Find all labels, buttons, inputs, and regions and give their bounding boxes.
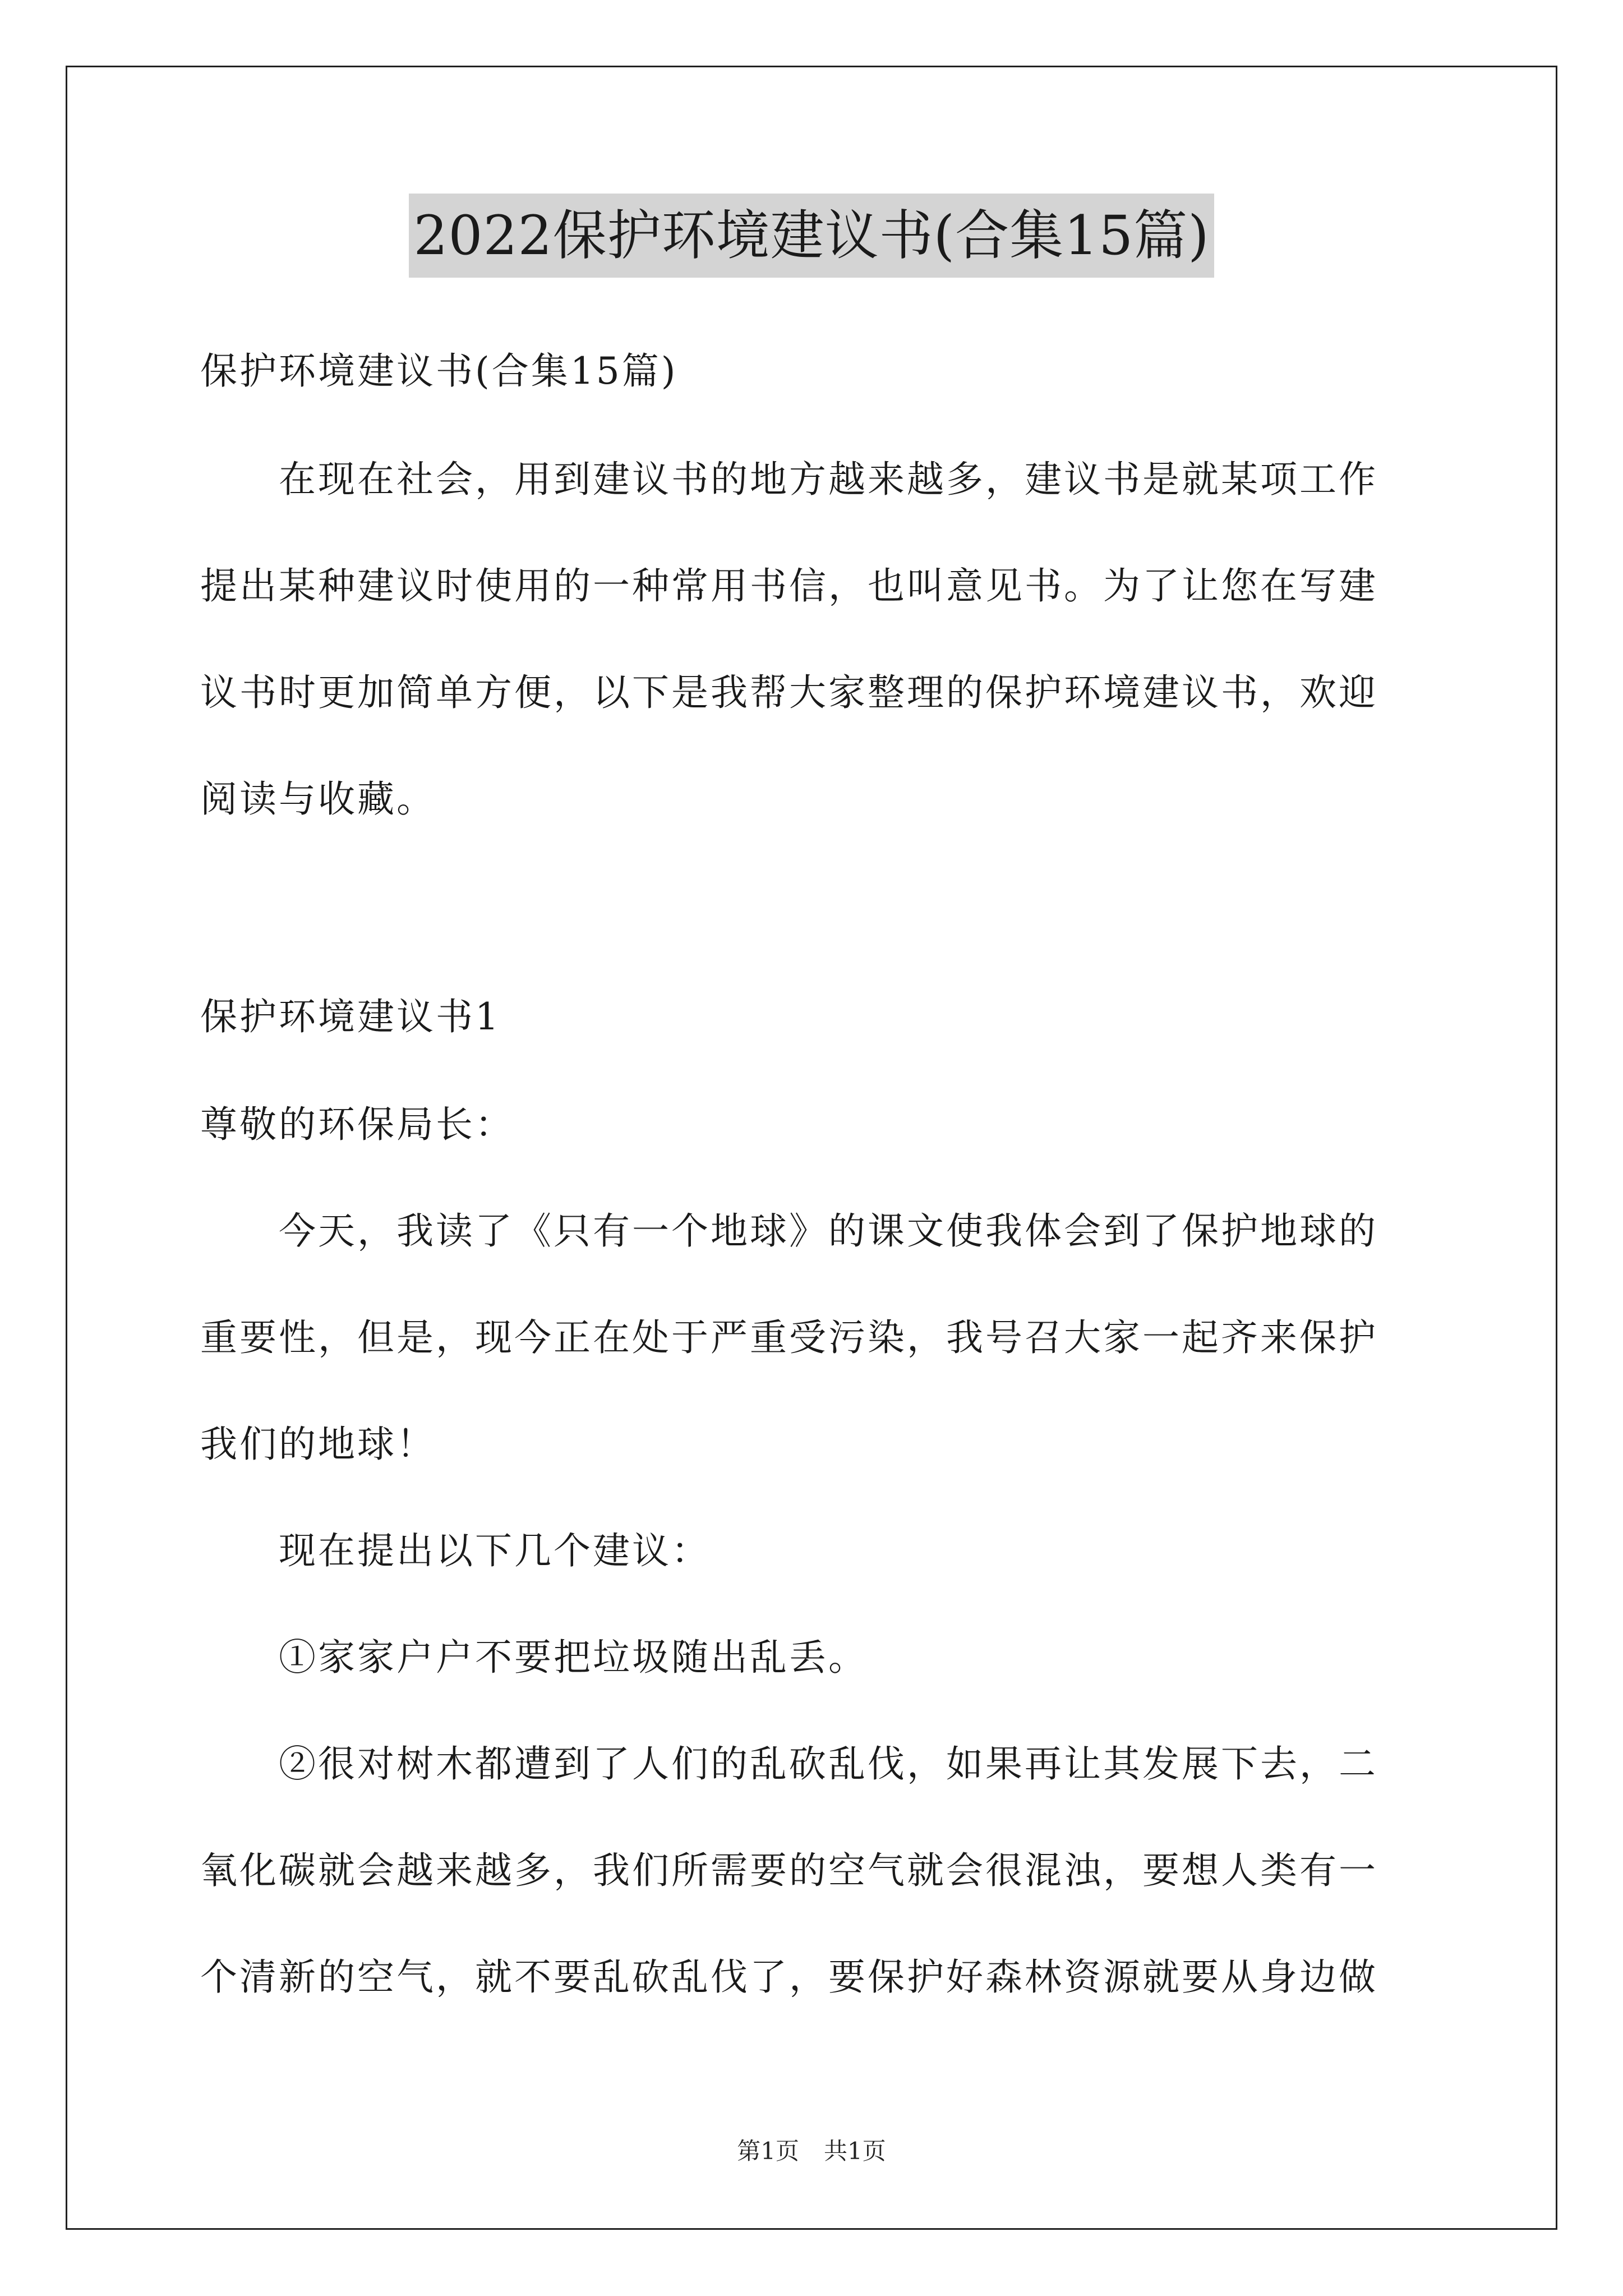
title-container: [0, 194, 1623, 278]
intro-line-1: 在现在社会，用到建议书的地方越来越多，建议书是就某项工作: [200, 458, 1378, 501]
intro-line-3: 议书时更加简单方便，以下是我帮大家整理的保护环境建议书，欢迎: [200, 671, 1378, 714]
paragraph1-line-1: 今天，我读了《只有一个地球》的课文使我体会到了保护地球的: [200, 1209, 1378, 1253]
intro-line-2: 提出某种建议时使用的一种常用书信，也叫意见书。为了让您在写建: [200, 564, 1378, 608]
page-total: 共1页: [824, 2137, 886, 2165]
section-heading: 保护环境建议书1: [200, 995, 501, 1038]
page-number: 第1页: [737, 2137, 799, 2165]
proposal-intro: 现在提出以下几个建议：: [200, 1529, 711, 1572]
proposal-item-2-line-3: 个清新的空气，就不要乱砍乱伐了，要保护好森林资源就要从身边做: [200, 1955, 1378, 1999]
proposal-item-2-line-1: ②很对树木都遭到了人们的乱砍乱伐，如果再让其发展下去，二: [200, 1742, 1378, 1786]
document-title: 2022保护环境建议书(合集15篇): [409, 194, 1214, 278]
proposal-item-1: ①家家户户不要把垃圾随出乱丢。: [200, 1636, 868, 1679]
intro-line-4: 阅读与收藏。: [200, 777, 436, 821]
paragraph1-line-2: 重要性，但是，现今正在处于严重受污染，我号召大家一起齐来保护: [200, 1316, 1378, 1359]
document-subtitle: 保护环境建议书(合集15篇): [200, 349, 678, 393]
proposal-item-2-line-2: 氧化碳就会越来越多，我们所需要的空气就会很混浊，要想人类有一: [200, 1849, 1378, 1892]
salutation: 尊敬的环保局长：: [200, 1103, 514, 1146]
paragraph1-line-3: 我们的地球！: [200, 1423, 436, 1466]
page-footer: [0, 2134, 1623, 2168]
